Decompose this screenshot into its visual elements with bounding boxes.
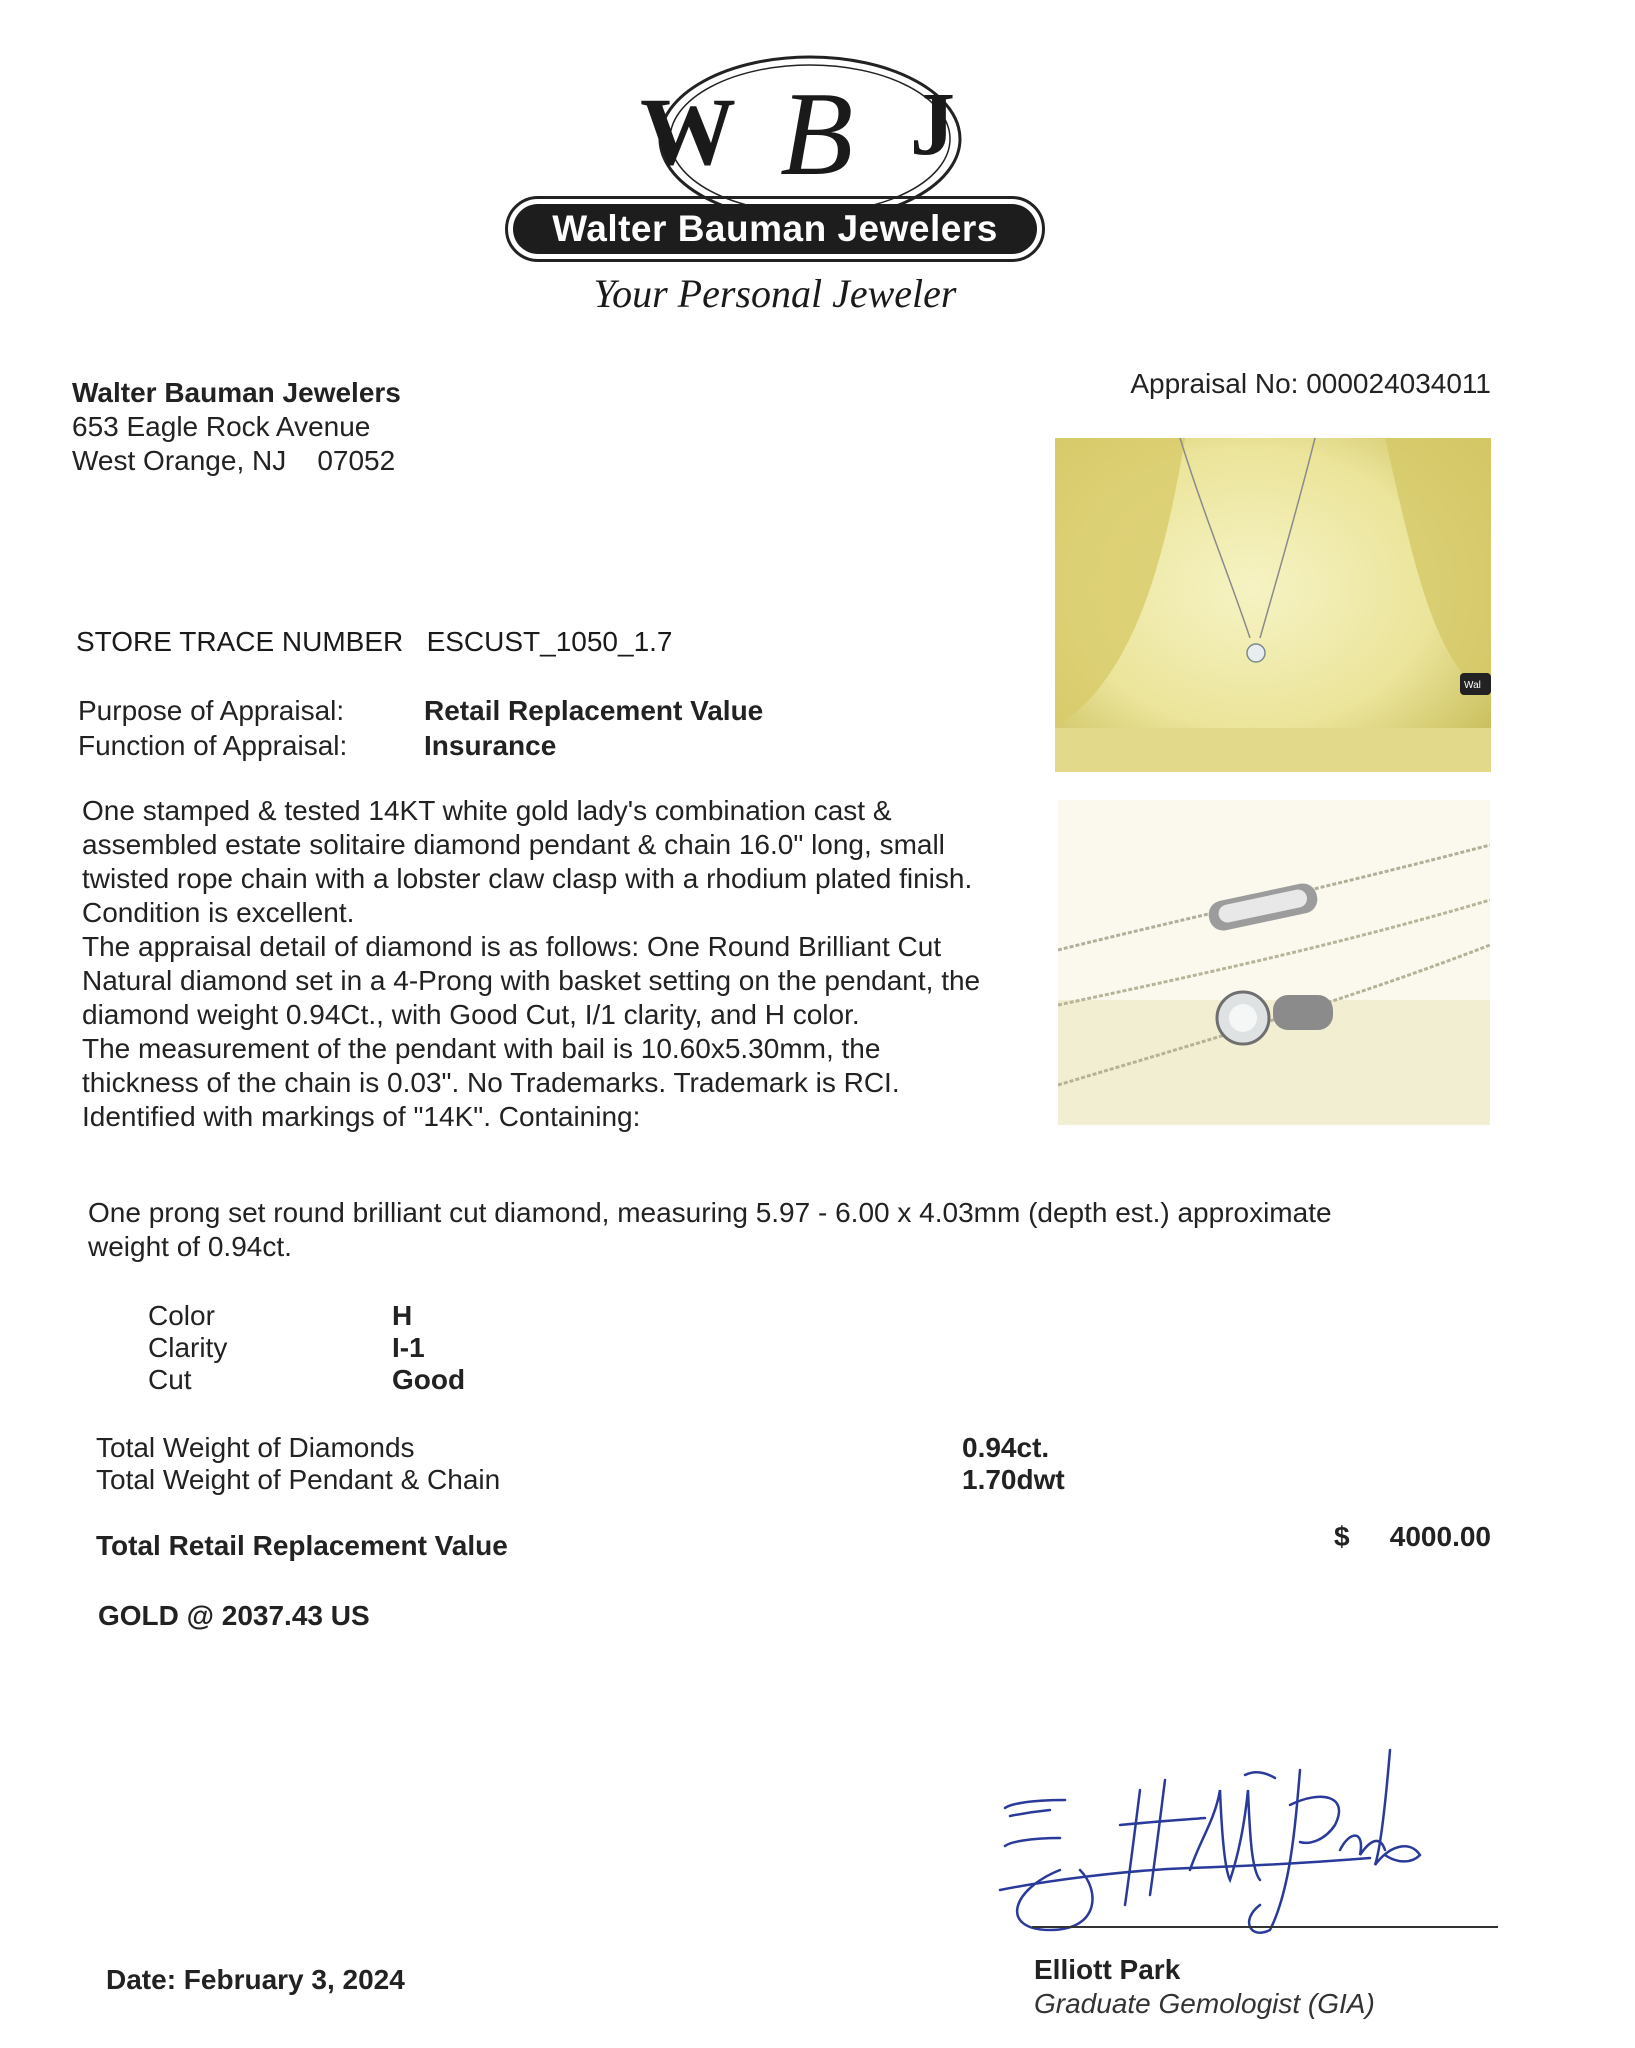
grade-clarity-value: I-1: [392, 1332, 425, 1363]
total-retail-value: 4000.00: [1389, 1521, 1491, 1552]
total-retail-currency: $: [1334, 1521, 1350, 1552]
item-description: [82, 794, 982, 1134]
svg-text:B: B: [780, 67, 854, 200]
grade-clarity-label: Clarity: [148, 1332, 228, 1363]
svg-text:W: W: [640, 78, 736, 185]
grade-color-row: [148, 1300, 548, 1334]
logo-tagline: Your Personal Jeweler: [593, 271, 957, 316]
logo-banner-text: Walter Bauman Jewelers: [513, 204, 1037, 254]
description-paragraph: The measurement of the pendant with bail is 10.60x5.30mm, the thickness of the chain is 0.03". No Trademarks. Trademark is RCI. Identified with markings of "14K". Containing:: [82, 1033, 900, 1132]
total-pendant-weight-row: [96, 1464, 1096, 1498]
purpose-row: [78, 695, 878, 729]
total-diamond-weight-label: Total Weight of Diamonds: [96, 1432, 415, 1463]
pendant-closeup-photo: [1058, 800, 1490, 1125]
description-paragraph: The appraisal detail of diamond is as follows: One Round Brilliant Cut Natural diamond set in a 4-Prong with basket setting on the pendant, the diamond weight 0.94Ct., with Good Cut, I/1 clarity, and H color.: [82, 931, 981, 1030]
signer-title: Graduate Gemologist (GIA): [1034, 1988, 1375, 2019]
store-trace-number: STORE TRACE NUMBER ESCUST_1050_1.7: [76, 626, 673, 657]
description-paragraph: One stamped & tested 14KT white gold lady's combination cast & assembled estate solitaire diamond pendant & chain 16.0" long, small twisted rope chain with a lobster claw clasp with a rhodium plated finish. Condition is excellent.: [82, 795, 973, 928]
grade-clarity-row: [148, 1332, 548, 1366]
signer-name: Elliott Park: [1034, 1954, 1181, 1985]
purpose-value: Retail Replacement Value: [424, 695, 764, 726]
store-street: 653 Eagle Rock Avenue: [72, 411, 371, 442]
grade-color-label: Color: [148, 1300, 215, 1331]
function-label: Function of Appraisal:: [78, 730, 348, 761]
total-retail-label: Total Retail Replacement Value: [96, 1530, 508, 1561]
display-tag-text: Wal: [1464, 680, 1481, 691]
purpose-label: Purpose of Appraisal:: [78, 695, 345, 726]
grade-cut-label: Cut: [148, 1364, 192, 1395]
logo-banner: [505, 196, 1045, 262]
function-value: Insurance: [424, 730, 557, 761]
stone-description: One prong set round brilliant cut diamond, measuring 5.97 - 6.00 x 4.03mm (depth est.) approximate weight of 0.94ct.: [88, 1197, 1332, 1262]
total-pendant-weight-label: Total Weight of Pendant & Chain: [96, 1464, 501, 1495]
signature-image: [990, 1730, 1510, 1940]
store-name: Walter Bauman Jewelers: [72, 377, 401, 408]
total-diamond-weight-value: 0.94ct.: [962, 1432, 1050, 1463]
grade-color-value: H: [392, 1300, 413, 1331]
pendant-display-photo: [1055, 438, 1491, 772]
gold-price: GOLD @ 2037.43 US: [98, 1600, 370, 1631]
signature-text: Elliott Park: [990, 1730, 995, 1731]
grade-cut-value: Good: [392, 1364, 466, 1395]
function-row: [78, 730, 878, 764]
appraisal-date: Date: February 3, 2024: [106, 1964, 405, 1995]
total-diamond-weight-row: [96, 1432, 1096, 1466]
store-city: West Orange, NJ 07052: [72, 445, 396, 476]
total-pendant-weight-value: 1.70dwt: [962, 1464, 1065, 1495]
signature-line: [1032, 1926, 1498, 1928]
grade-cut-row: [148, 1364, 548, 1398]
svg-text:J: J: [910, 75, 955, 174]
appraisal-number: Appraisal No: 000024034011: [1130, 368, 1491, 399]
